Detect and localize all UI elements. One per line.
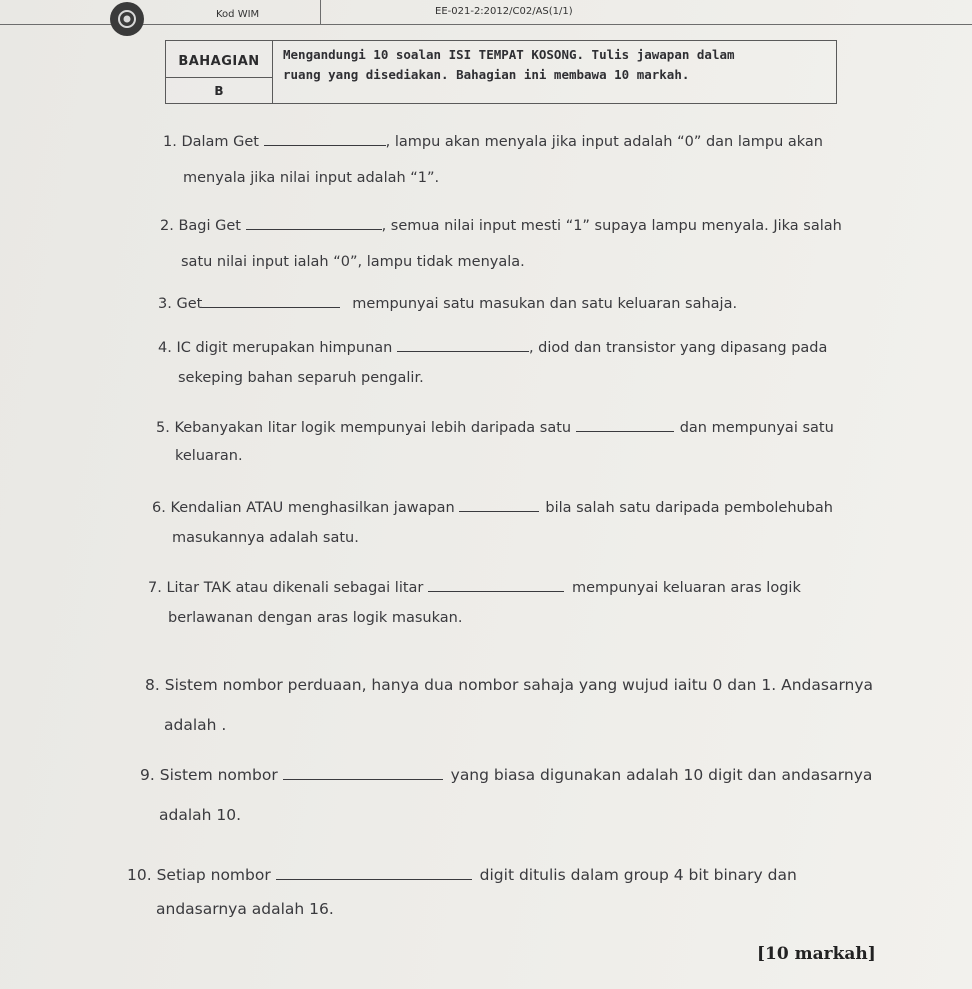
question-2: 2. Bagi Get , semua nilai input mesti “1” supaya lampu menyala. Jika salah [160, 218, 842, 234]
section-instruction-table [165, 40, 837, 104]
question-5-continuation: keluaran. [175, 448, 243, 464]
answer-blank-7[interactable] [428, 590, 564, 592]
section-label-divider [166, 77, 272, 78]
total-marks: [10 markah] [757, 944, 876, 964]
question-7-continuation: berlawanan dengan aras logik masukan. [168, 610, 463, 626]
answer-blank-1[interactable] [264, 144, 386, 146]
question-1: 1. Dalam Get , lampu akan menyala jika input adalah “0” dan lampu akan [163, 134, 823, 150]
question-6: 6. Kendalian ATAU menghasilkan jawapan bila salah satu daripada pembolehubah [152, 500, 833, 516]
instruction-line-1: Mengandungi 10 soalan ISI TEMPAT KOSONG. Tulis jawapan dalam [283, 47, 735, 62]
question-4: 4. IC digit merupakan himpunan , diod dan transistor yang dipasang pada [158, 340, 828, 356]
answer-blank-3[interactable] [202, 306, 340, 308]
section-label-top: BAHAGIAN [178, 54, 260, 69]
question-3: 3. Get mempunyai satu masukan dan satu keluaran sahaja. [158, 296, 738, 312]
question-1-continuation: menyala jika nilai input adalah “1”. [183, 170, 440, 186]
answer-blank-9[interactable] [283, 778, 443, 780]
document-code: EE-021-2:2012/C02/AS(1/1) [435, 6, 573, 17]
section-instruction-text [273, 41, 836, 103]
question-6-continuation: masukannya adalah satu. [172, 530, 359, 546]
question-10-continuation: andasarnya adalah 16. [156, 900, 334, 918]
question-9-continuation: adalah 10. [159, 806, 242, 824]
question-10: 10. Setiap nombor digit ditulis dalam group 4 bit binary dan [127, 866, 797, 884]
question-2-continuation: satu nilai input ialah “0”, lampu tidak menyala. [181, 254, 525, 270]
question-8: 8. Sistem nombor perduaan, hanya dua nombor sahaja yang wujud iaitu 0 dan 1. Andasarnya [145, 676, 874, 694]
answer-blank-6[interactable] [459, 510, 539, 512]
section-label-cell [166, 41, 273, 103]
question-7: 7. Litar TAK atau dikenali sebagai litar mempunyai keluaran aras logik [148, 580, 801, 596]
kod-wim-label: Kod WIM [216, 9, 260, 20]
logo-emblem-icon [116, 8, 138, 30]
institution-logo [110, 2, 144, 36]
answer-blank-5[interactable] [576, 430, 674, 432]
question-9: 9. Sistem nombor yang biasa digunakan adalah 10 digit dan andasarnya [140, 766, 873, 784]
instruction-line-2: ruang yang disediakan. Bahagian ini membawa 10 markah. [283, 67, 690, 82]
question-8-continuation: adalah . [164, 716, 227, 734]
question-4-continuation: sekeping bahan separuh pengalir. [178, 370, 424, 386]
answer-blank-10[interactable] [276, 878, 472, 880]
answer-blank-2[interactable] [246, 228, 382, 230]
answer-blank-4[interactable] [397, 350, 529, 352]
question-5: 5. Kebanyakan litar logik mempunyai lebih daripada satu dan mempunyai satu [156, 420, 834, 436]
section-label-bottom: B [214, 84, 224, 98]
